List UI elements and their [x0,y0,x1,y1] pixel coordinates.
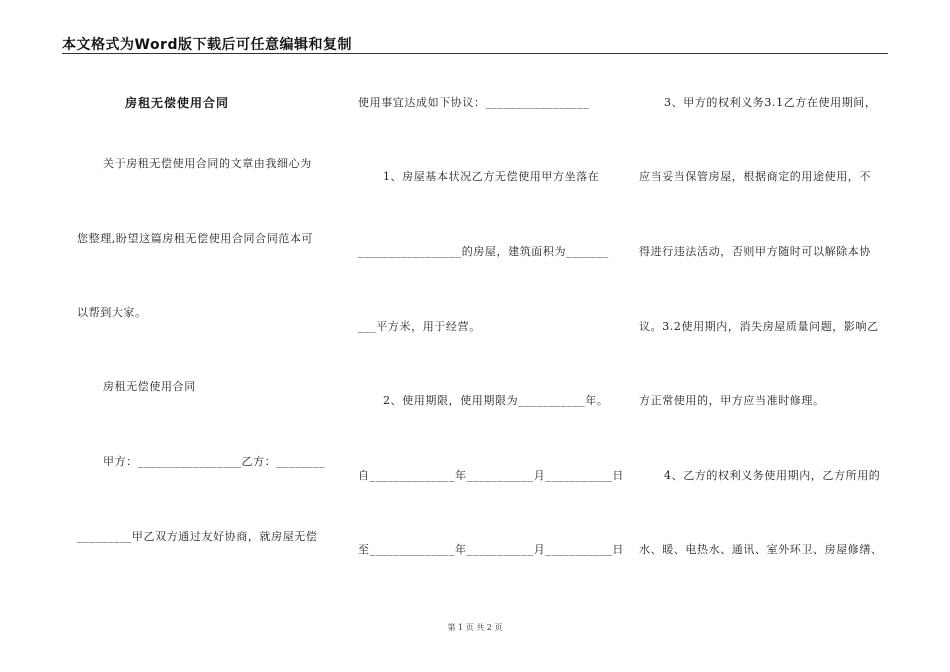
paragraph-line: 应当妥当保管房屋，根据商定的用途使用，不 [639,170,871,183]
page-header-title: 本文格式为Word版下载后可任意编辑和复制 [62,37,352,53]
paragraph-line: 以帮到大家。 [77,306,147,319]
paragraph-line: 1、房屋基本状况乙方无偿使用甲方坐落在 [383,170,600,183]
paragraph-line: 2、使用期限，使用期限为___________年。 [383,394,609,407]
header-divider [62,53,888,54]
paragraph-line: 您整理,盼望这篇房租无偿使用合同合同范本可 [77,232,314,245]
paragraph-line: ___平方米，用于经营。 [358,320,481,333]
paragraph-line: _________________的房屋，建筑面积为_______ [358,245,609,258]
document-title: 房租无偿使用合同 [125,96,230,110]
paragraph-line: 得进行违法活动，否则甲方随时可以解除本协 [639,245,871,258]
paragraph-line: 关于房租无偿使用合同的文章由我细心为 [103,157,312,170]
paragraph-line: 自______________年___________月___________日 [358,469,624,482]
paragraph-line: 议。3.2使用期内，消失房屋质量问题，影响乙 [639,320,879,333]
paragraph-line: 至______________年___________月___________日 [358,543,624,556]
paragraph-line: 4、乙方的权利义务使用期内，乙方所用的 [664,469,881,482]
paragraph-line: 方正常使用的，甲方应当准时修理。 [639,394,825,407]
paragraph-line: 3、甲方的权利义务3.1乙方在使用期间， [664,96,877,109]
paragraph-line: 甲方：_________________乙方：________ [103,455,326,468]
paragraph-line: 使用事宜达成如下协议：_________________ [358,96,590,109]
paragraph-line: _________甲乙双方通过友好协商，就房屋无偿 [77,530,318,543]
paragraph-line: 房租无偿使用合同 [103,380,196,393]
page-number: 第 1 页 共 2 页 [447,623,503,632]
paragraph-line: 水、暖、电热水、通讯、室外环卫、房屋修缮、 [639,543,883,556]
